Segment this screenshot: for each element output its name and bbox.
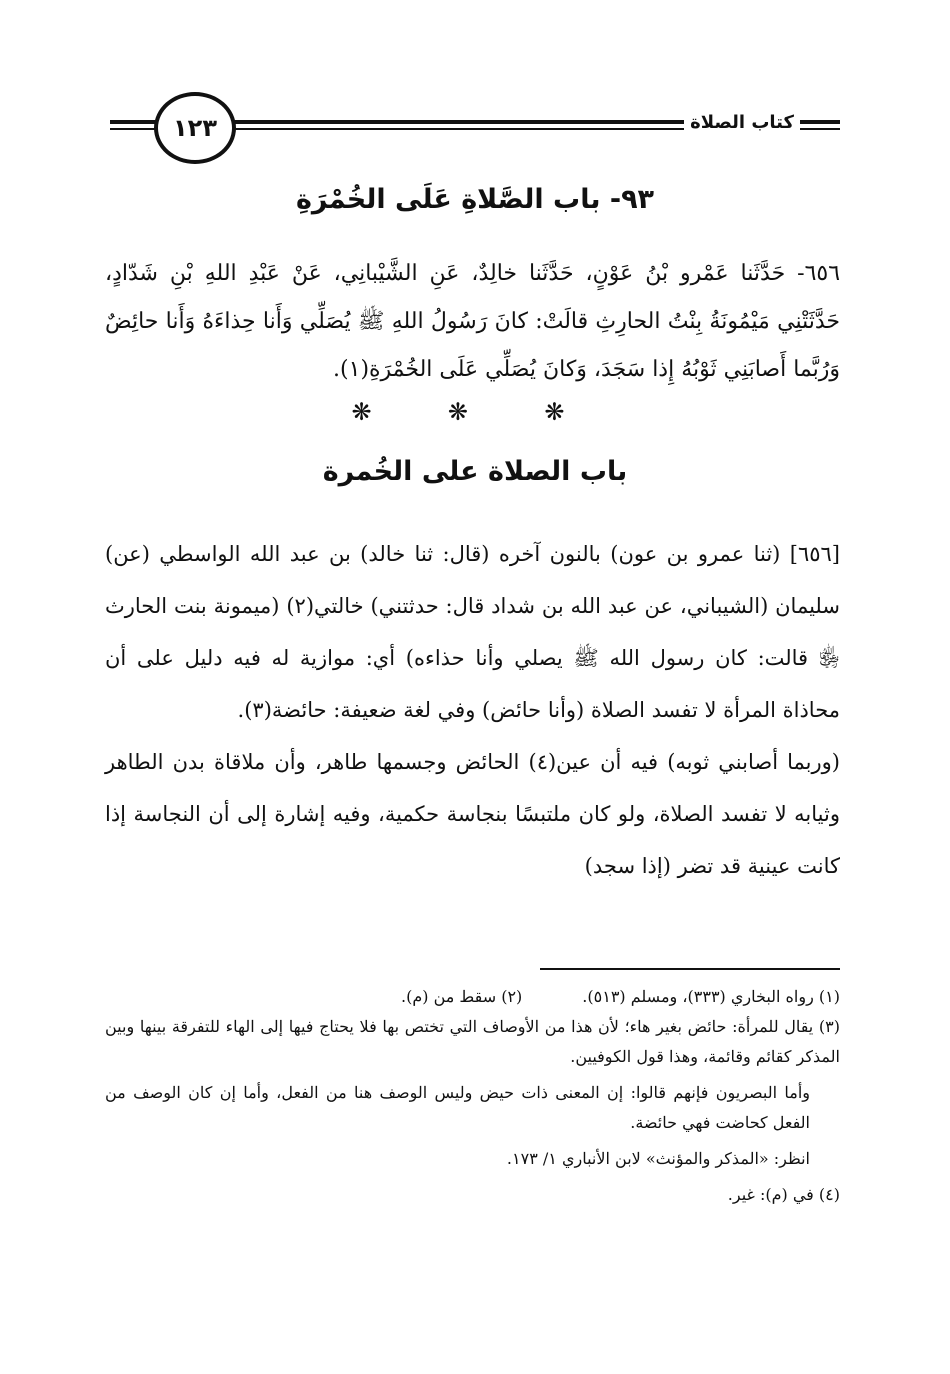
footnote-3-continued: وأما البصريون فإنهم قالوا: إن المعنى ذات حيض وليس الوصف هنا من الفعل، وأما إن كان الوصف من الفعل كحاضت فهي حائضة. xyxy=(105,1083,810,1132)
footnote-3-reference: انظر: «المذكر والمؤنث» لابن الأنباري ١/ ١٧٣. xyxy=(506,1149,810,1168)
page-number: ١٢٣ xyxy=(154,92,236,164)
page-header xyxy=(110,92,840,172)
footnote-4: (٤) في (م): غير. xyxy=(727,1185,840,1204)
footnote-separator xyxy=(540,968,840,970)
chapter-title: ٩٣- باب الصَّلاةِ عَلَى الخُمْرَةِ xyxy=(295,184,655,215)
footnote-2: (٢) سقط من (م). xyxy=(401,987,523,1006)
section-divider: ❋ ❋ ❋ xyxy=(351,398,599,426)
commentary-title: باب الصلاة على الخُمرة xyxy=(322,456,628,487)
commentary-paragraph-2: (وربما أصابني ثوبه) فيه أن عين(٤) الحائض وجسمها طاهر، وأن ملاقاة بدن الطاهر وثيابه لا تفسد الصلاة، ولو كان ملتبسًا بنجاسة حكمية، وفيه إشارة إلى أن النجاسة إذا كانت عينية قد تضر (إذا سجد) xyxy=(105,750,840,878)
commentary-body xyxy=(105,528,840,892)
footnote-1: (١) رواه البخاري (٣٣٣)، ومسلم (٥١٣). xyxy=(582,987,840,1006)
running-head: كتاب الصلاة xyxy=(684,112,800,133)
footnote-row-1-2 xyxy=(105,982,840,1012)
footnote-3: (٣) يقال للمرأة: حائض بغير هاء؛ لأن هذا من الأوصاف التي تختص بها فلا يحتاج فيها إلى الهاء للتفرقة بينها وبين المذكر كقائم وقائمة، وهذا قول الكوفيين. xyxy=(105,1017,841,1066)
commentary-paragraph-1: [٦٥٦] (ثنا عمرو بن عون) بالنون آخره (قال: ثنا خالد) بن عبد الله الواسطي (عن) سليمان (الشيباني، عن عبد الله بن شداد قال: حدثتني) خالتي(٢) (ميمونة بنت الحارث ﵂ قالت: كان رسول الله ﷺ يصلي وأنا حذاءه) أي: موازية له فيه دليل على أن محاذاة المرأة لا تفسد الصلاة (وأنا حائض) وفي لغة ضعيفة: حائضة(٣). xyxy=(105,542,840,722)
hadith-text: ٦٥٦- حَدَّثَنا عَمْرو بْنُ عَوْنٍ، حَدَّثَنا خالِدٌ، عَنِ الشَّيْبانِي، عَنْ عَبْدِ اللهِ بْنِ شَدّادٍ، حَدَّثَتْنِي مَيْمُونَةُ بِنْتُ الحارِثِ قالَتْ: كانَ رَسُولُ اللهِ ﷺ يُصَلِّي وَأَنا حِذاءَهُ وَأَنا حائِضٌ وَرُبَّما أَصابَنِي ثَوْبُهُ إِذا سَجَدَ، وَكانَ يُصَلِّي عَلَى الخُمْرَةِ(١). xyxy=(105,261,841,382)
footnotes xyxy=(105,982,840,1216)
